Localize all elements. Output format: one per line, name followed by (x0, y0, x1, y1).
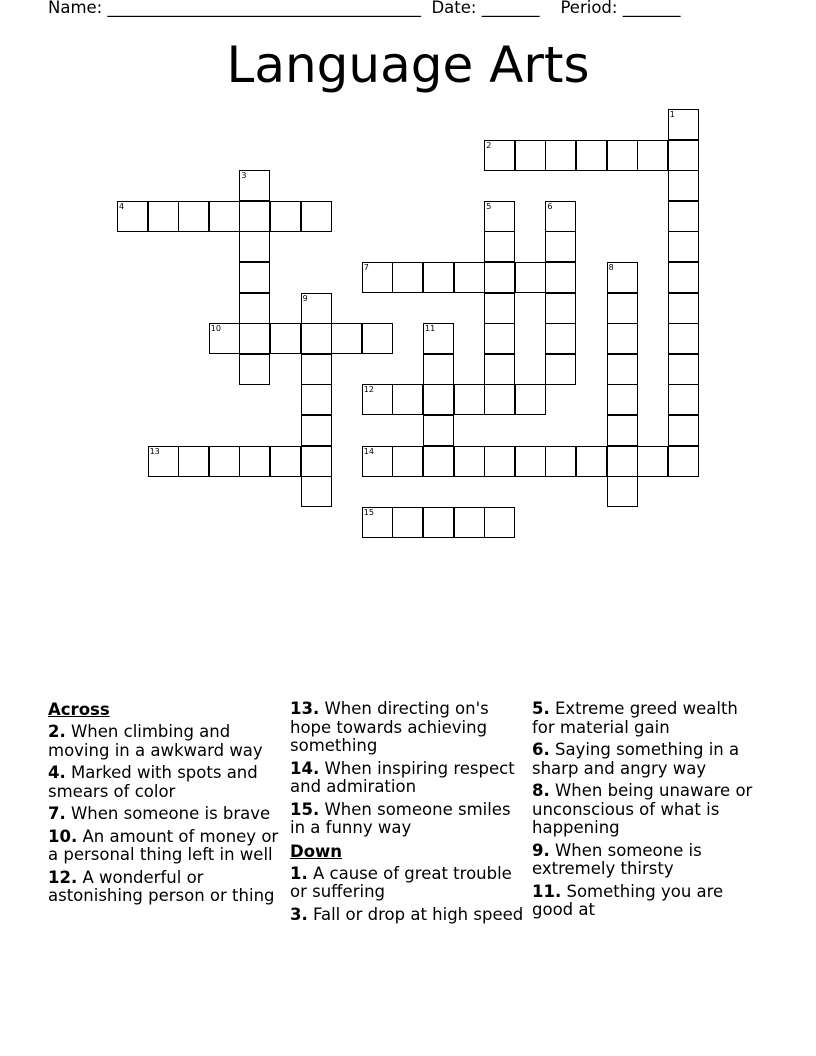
down-clue (532, 883, 762, 920)
crossword-cell[interactable] (545, 262, 576, 293)
crossword-cell[interactable] (545, 446, 576, 477)
clue-number-label: 6. (532, 740, 550, 759)
crossword-cell[interactable] (239, 262, 270, 293)
clue-number: 13 (149, 446, 160, 456)
clue-number-label: 12. (48, 867, 78, 887)
crossword-cell[interactable] (148, 201, 179, 232)
across-clue (290, 801, 526, 838)
clue-number-label: 10. (48, 826, 78, 846)
crossword-cell[interactable] (515, 262, 546, 293)
clue-number-label: 5. (532, 699, 550, 718)
crossword-cell[interactable] (515, 140, 546, 171)
down-clue (532, 741, 762, 778)
clue-text: When someone smiles in a funny way (290, 799, 511, 837)
crossword-cell[interactable] (454, 384, 485, 415)
crossword-cell[interactable] (484, 507, 515, 538)
clue-column-1 (48, 700, 284, 910)
crossword-cell[interactable] (668, 293, 699, 324)
crossword-cell[interactable] (484, 446, 515, 477)
crossword-cell[interactable] (301, 354, 332, 385)
crossword-cell[interactable] (392, 262, 423, 293)
crossword-cell[interactable] (668, 446, 699, 477)
down-clue (532, 782, 762, 838)
clue-text: Marked with spots and smears of color (48, 763, 258, 801)
clue-text: Saying something in a sharp and angry way (532, 740, 740, 778)
crossword-cell[interactable] (454, 446, 485, 477)
clue-number-label: 2. (48, 722, 66, 741)
clue-number: 5 (486, 201, 492, 211)
crossword-cell[interactable] (239, 231, 270, 262)
crossword-cell[interactable] (239, 354, 270, 385)
clue-number-label: 14. (290, 758, 320, 778)
clue-text: When directing on's hope towards achieving something (290, 699, 489, 755)
across-clue (48, 764, 284, 801)
across-heading: Across (48, 700, 110, 719)
clue-number: 14 (363, 446, 374, 456)
clue-number: 4 (119, 201, 125, 211)
clue-number-label: 15. (290, 799, 320, 819)
clue-text: Fall or drop at high speed (307, 904, 524, 924)
crossword-cell[interactable] (545, 231, 576, 262)
clue-number: 9 (302, 293, 308, 303)
crossword-cell[interactable] (423, 323, 454, 354)
across-clue (48, 805, 284, 824)
crossword-cell[interactable] (668, 201, 699, 232)
crossword-cell[interactable] (392, 446, 423, 477)
down-clue-list-continued (532, 700, 762, 920)
crossword-cell[interactable] (515, 384, 546, 415)
crossword-cell[interactable] (607, 323, 638, 354)
crossword-cell[interactable] (484, 323, 515, 354)
down-clue (290, 906, 526, 925)
clue-text: When inspiring respect and admiration (290, 758, 515, 796)
crossword-cell[interactable] (239, 170, 270, 201)
crossword-cell[interactable] (362, 262, 393, 293)
crossword-cell[interactable] (607, 262, 638, 293)
crossword-cell[interactable] (637, 446, 668, 477)
clue-text: Something you are good at (532, 881, 724, 919)
clue-text: A wonderful or astonishing person or thing (48, 867, 275, 905)
clue-text: When someone is extremely thirsty (532, 840, 702, 878)
across-clue-list (48, 723, 284, 906)
crossword-cell[interactable] (484, 384, 515, 415)
across-clue (48, 869, 284, 906)
crossword-cell[interactable] (178, 446, 209, 477)
clue-number: 7 (363, 263, 369, 272)
crossword-cell[interactable] (270, 446, 301, 477)
clue-text: When someone is brave (65, 804, 271, 823)
across-clue (48, 723, 284, 760)
crossword-cell[interactable] (209, 446, 240, 477)
crossword-cell[interactable] (362, 507, 393, 538)
crossword-cell[interactable] (239, 323, 270, 354)
crossword-cell[interactable] (301, 293, 332, 324)
crossword-cell[interactable] (545, 140, 576, 171)
crossword-cell[interactable] (576, 446, 607, 477)
crossword-cell[interactable] (607, 476, 638, 507)
crossword-cell[interactable] (331, 323, 362, 354)
crossword-cell[interactable] (545, 201, 576, 232)
crossword-cell[interactable] (301, 415, 332, 446)
crossword-cell[interactable] (270, 323, 301, 354)
crossword-cell[interactable] (178, 201, 209, 232)
crossword-cell[interactable] (545, 293, 576, 324)
crossword-cell[interactable] (239, 201, 270, 232)
clue-number: 2 (486, 140, 492, 150)
crossword-cell[interactable] (423, 384, 454, 415)
down-clue-list (290, 865, 526, 925)
clue-text: Extreme greed wealth for material gain (532, 699, 738, 737)
crossword-cell[interactable] (607, 293, 638, 324)
crossword-cell[interactable] (607, 446, 638, 477)
crossword-cell[interactable] (484, 354, 515, 385)
clue-number-label: 13. (290, 699, 320, 718)
across-clue (48, 828, 284, 865)
clue-number-label: 3. (290, 904, 308, 924)
crossword-cell[interactable] (484, 201, 515, 232)
crossword-cell[interactable] (454, 507, 485, 538)
clue-number: 10 (210, 324, 221, 334)
clue-number: 6 (547, 201, 553, 211)
crossword-cell[interactable] (392, 507, 423, 538)
clue-text: A cause of great trouble or suffering (290, 863, 512, 901)
crossword-cell[interactable] (668, 415, 699, 446)
crossword-cell[interactable] (484, 140, 515, 171)
across-clue-list-continued (290, 700, 526, 838)
crossword-cell[interactable] (301, 201, 332, 232)
clue-text: When climbing and moving in a awkward way (48, 722, 263, 760)
clue-number: 15 (363, 507, 374, 517)
crossword-cell[interactable] (301, 384, 332, 415)
crossword-cell[interactable] (362, 323, 393, 354)
crossword-cell[interactable] (362, 446, 393, 477)
down-clue (290, 865, 526, 902)
clue-number-label: 7. (48, 804, 66, 823)
crossword-cell[interactable] (668, 109, 699, 140)
clue-number: 3 (241, 171, 247, 181)
crossword-cell[interactable] (637, 140, 668, 171)
crossword-cell[interactable] (668, 384, 699, 415)
crossword-cell[interactable] (668, 231, 699, 262)
down-clue (532, 842, 762, 879)
crossword-cell[interactable] (423, 415, 454, 446)
page-title: Language Arts (226, 36, 590, 94)
crossword-cell[interactable] (607, 415, 638, 446)
clue-column-3 (532, 700, 762, 924)
crossword-cell[interactable] (668, 170, 699, 201)
clue-text: An amount of money or a personal thing left in well (48, 826, 279, 864)
clue-number-label: 9. (532, 840, 550, 860)
crossword-cell[interactable] (484, 262, 515, 293)
crossword-cell[interactable] (392, 384, 423, 415)
crossword-cell[interactable] (576, 140, 607, 171)
clue-column-2 (290, 700, 526, 928)
crossword-cell[interactable] (484, 293, 515, 324)
clue-number: 1 (669, 110, 675, 119)
down-heading: Down (290, 841, 343, 861)
across-clue (290, 760, 526, 797)
down-clue (532, 700, 762, 737)
crossword-cell[interactable] (607, 140, 638, 171)
across-clue (290, 700, 526, 756)
clue-number-label: 11. (532, 881, 562, 901)
crossword-cell[interactable] (668, 354, 699, 385)
crossword-cell[interactable] (423, 262, 454, 293)
header-line: Name: ______________________________________ Date: _______ Period: _______ (48, 0, 681, 17)
crossword-cell[interactable] (209, 201, 240, 232)
clue-number-label: 1. (290, 863, 308, 883)
crossword-cell[interactable] (454, 262, 485, 293)
crossword-cell[interactable] (301, 446, 332, 477)
crossword-cell[interactable] (545, 354, 576, 385)
crossword-cell[interactable] (423, 507, 454, 538)
crossword-cell[interactable] (362, 384, 393, 415)
crossword-cell[interactable] (423, 446, 454, 477)
clue-number: 12 (363, 385, 374, 395)
crossword-cell[interactable] (484, 231, 515, 262)
crossword-cell[interactable] (301, 323, 332, 354)
crossword-cell[interactable] (239, 446, 270, 477)
clue-number-label: 8. (532, 781, 550, 800)
clue-number: 11 (425, 324, 436, 334)
crossword-cell[interactable] (668, 140, 699, 171)
clue-number: 8 (608, 263, 614, 272)
crossword-cell[interactable] (423, 354, 454, 385)
crossword-cell[interactable] (301, 476, 332, 507)
clue-number-label: 4. (48, 763, 66, 782)
clue-text: When being unaware or unconscious of what is happening (532, 781, 753, 837)
crossword-cell[interactable] (668, 262, 699, 293)
crossword-cell[interactable] (270, 201, 301, 232)
crossword-cell[interactable] (607, 354, 638, 385)
crossword-cell[interactable] (545, 323, 576, 354)
crossword-cell[interactable] (209, 323, 240, 354)
crossword-cell[interactable] (239, 293, 270, 324)
crossword-cell[interactable] (117, 201, 148, 232)
crossword-cell[interactable] (668, 323, 699, 354)
crossword-cell[interactable] (607, 384, 638, 415)
crossword-cell[interactable] (148, 446, 179, 477)
crossword-cell[interactable] (515, 446, 546, 477)
